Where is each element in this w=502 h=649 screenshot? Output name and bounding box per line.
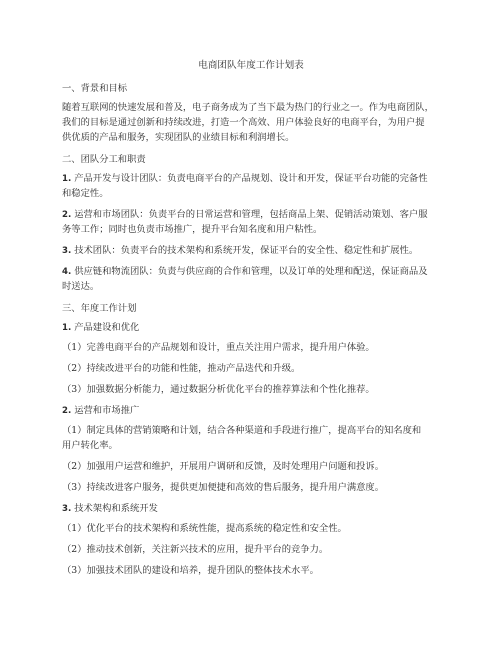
list-item-continuation: 时送达。 (62, 281, 100, 292)
list-item (62, 266, 428, 278)
plan-item: （3）持续改进客户服务，提供更加便捷和高效的售后服务，提升用户满意度。 (62, 482, 385, 493)
plan-item: （2）加强用户运营和维护，开展用户调研和反馈，及时处理用户问题和投诉。 (62, 461, 385, 472)
list-text: 产品开发与设计团队：负责电商平台的产品规划、设计和开发，保证平台功能的完备性 (71, 173, 428, 184)
plan-item: （1）完善电商平台的产品规划和设计，重点关注用户需求，提升用户体验。 (62, 342, 375, 353)
list-item (62, 173, 428, 185)
list-text: 运营和市场团队：负责平台的日常运营和管理，包括商品上架、促销活动策划、客户服 (71, 209, 428, 220)
list-number: 1. (62, 174, 72, 184)
paragraph-line: 我们的目标是通过创新和持续改进，打造一个高效、用户体验良好的电商平台，为用户提 (62, 117, 425, 128)
plan-item: （2）推动技术创新，关注新兴技术的应用，提升平台的竞争力。 (62, 544, 329, 555)
document-title: 电商团队年度工作计划表 (198, 60, 304, 71)
list-number: 1. (62, 323, 72, 333)
list-text: 技术团队：负责平台的技术架构和系统开发，保证平台的安全性、稳定性和扩展性。 (71, 245, 419, 256)
section-heading-plan: 三、年度工作计划 (62, 303, 137, 314)
subheading (62, 503, 158, 515)
plan-item: （1）优化平台的技术架构和系统性能，提高系统的稳定性和安全性。 (62, 523, 347, 534)
paragraph-line: 供优质的产品和服务，实现团队的业绩目标和利润增长。 (62, 132, 295, 143)
plan-item: （3）加强数据分析能力，通过数据分析优化平台的推荐算法和个性化推荐。 (62, 384, 375, 395)
list-number: 2. (62, 210, 72, 220)
section-heading-team: 二、团队分工和职责 (62, 154, 146, 165)
list-number: 3. (62, 504, 72, 514)
plan-item: （3）加强技术团队的建设和培养，提升团队的整体技术水平。 (62, 565, 319, 576)
list-item-continuation: 和稳定性。 (62, 188, 109, 199)
subheading-text: 运营和市场推广 (71, 405, 140, 416)
section-heading-background: 一、背景和目标 (62, 83, 128, 94)
list-item (62, 245, 418, 257)
subheading-text: 产品建设和优化 (71, 322, 140, 333)
plan-item: （1）制定具体的营销策略和计划，结合各种渠道和手段进行推广，提高平台的知名度和 (62, 425, 422, 436)
list-number: 4. (62, 267, 72, 277)
list-number: 2. (62, 406, 72, 416)
subheading (62, 322, 139, 334)
paragraph-line: 随着互联网的快速发展和普及，电子商务成为了当下最为热门的行业之一。作为电商团队， (62, 102, 434, 113)
plan-item: （2）持续改进平台的功能和性能，推动产品迭代和升级。 (62, 363, 301, 374)
list-text: 供应链和物流团队：负责与供应商的合作和管理，以及订单的处理和配送，保证商品及 (71, 266, 428, 277)
plan-item-continuation: 用户转化率。 (62, 440, 118, 451)
list-number: 3. (62, 246, 72, 256)
subheading (62, 405, 139, 417)
list-item (62, 209, 428, 221)
list-item-continuation: 务等工作；同时也负责市场推广，提升平台知名度和用户粘性。 (62, 224, 323, 235)
subheading-text: 技术架构和系统开发 (71, 503, 158, 514)
